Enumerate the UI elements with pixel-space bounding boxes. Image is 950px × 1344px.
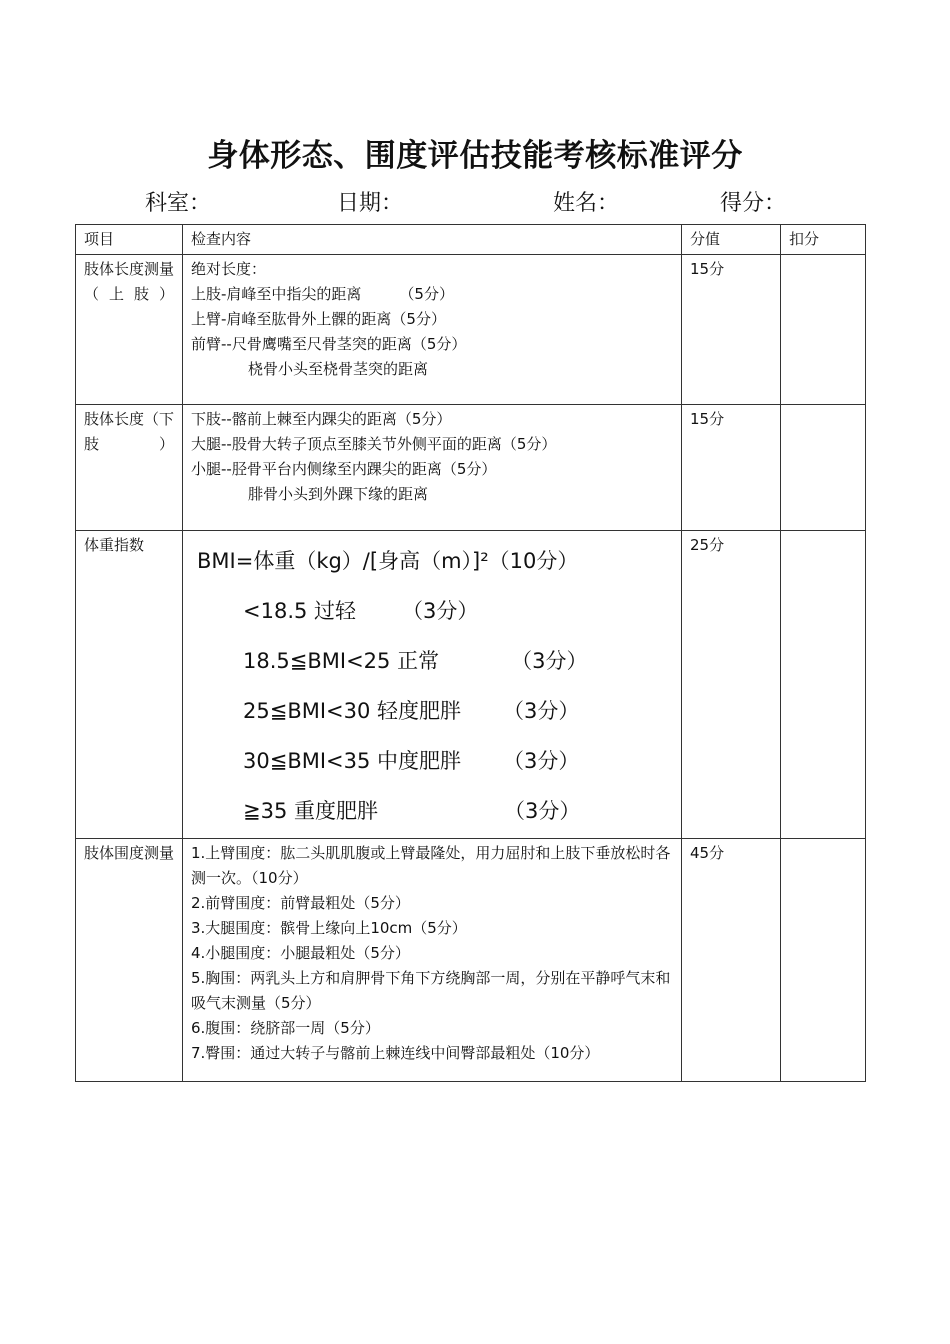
bmi-range-label: <18.5 过轻 (243, 599, 357, 623)
content-line (191, 282, 673, 307)
bmi-range-points: （3分） (504, 799, 581, 823)
row-content-lower-limb-length (183, 405, 682, 531)
row-content-upper-limb-length (183, 255, 682, 405)
row-content-bmi (183, 531, 682, 839)
header-item: 项目 (76, 225, 183, 255)
content-line: 2.前臂围度：前臂最粗处（5分） (191, 894, 410, 912)
bmi-range-label: 18.5≦BMI<25 正常 (243, 649, 440, 673)
content-line: 7.臀围：通过大转子与髂前上棘连线中间臀部最粗处（10分） (191, 1044, 600, 1062)
table-row (76, 531, 866, 839)
row-points: 15分 (682, 405, 781, 531)
bmi-range-points: （3分） (503, 699, 580, 723)
content-line: 上臂-肩峰至肱骨外上髁的距离（5分） (191, 310, 446, 328)
content-line: 6.腹围：绕脐部一周（5分） (191, 1019, 380, 1037)
content-line: 桡骨小头至桡骨茎突的距离 (248, 360, 429, 378)
content-line: 1.上臂围度：肱二头肌肌腹或上臂最隆处，用力屈肘和上肢下垂放松时各测一次。（10分） (191, 844, 671, 887)
bmi-range-label: ≧35 重度肥胖 (243, 799, 378, 823)
bmi-range-label: 25≦BMI<30 轻度肥胖 (243, 699, 462, 723)
row-item-bmi: 体重指数 (76, 531, 183, 839)
score-label: 得分： (720, 191, 787, 216)
row-points: 45分 (682, 839, 781, 1082)
content-line: 绝对长度： (191, 260, 267, 278)
document-title: 身体形态、围度评估技能考核标准评分 (207, 138, 743, 174)
content-line: 大腿--股骨大转子顶点至膝关节外侧平面的距离（5分） (191, 435, 557, 453)
bmi-range (191, 736, 673, 786)
row-deduction[interactable] (781, 405, 866, 531)
content-line: 3.大腿围度：髌骨上缘向上10cm（5分） (191, 919, 467, 937)
row-item-lower-limb-length: 肢体长度（下肢） (76, 405, 183, 531)
row-content-limb-circumference (183, 839, 682, 1082)
content-text: 上肢-肩峰至中指尖的距离 (191, 285, 362, 303)
bmi-range (191, 686, 673, 736)
row-deduction[interactable] (781, 255, 866, 405)
row-item-upper-limb-length: 肢体长度测量（上肢） (76, 255, 183, 405)
row-deduction[interactable] (781, 531, 866, 839)
header-points: 分值 (682, 225, 781, 255)
bmi-range-points: （3分） (511, 649, 588, 673)
date-label: 日期： (337, 191, 404, 216)
name-label: 姓名： (553, 191, 620, 216)
bmi-range (191, 786, 673, 836)
table-row (76, 839, 866, 1082)
row-points: 15分 (682, 255, 781, 405)
table-header-row (76, 225, 866, 255)
scoring-table (75, 224, 866, 1082)
content-line: 5.胸围：两乳头上方和肩胛骨下角下方绕胸部一周，分别在平静呼气末和吸气末测量（5分） (191, 969, 671, 1012)
table-row (76, 405, 866, 531)
row-points: 25分 (682, 531, 781, 839)
content-line: 下肢--髂前上棘至内踝尖的距离（5分） (191, 410, 452, 428)
row-item-limb-circumference: 肢体围度测量 (76, 839, 183, 1082)
bmi-range (191, 636, 673, 686)
content-line: 小腿--胫骨平台内侧缘至内踝尖的距离（5分） (191, 460, 497, 478)
table-row (76, 255, 866, 405)
bmi-range-points: （3分） (402, 599, 479, 623)
content-line: 腓骨小头到外踝下缘的距离 (248, 485, 429, 503)
bmi-range (191, 586, 673, 636)
content-line: 前臂--尺骨鹰嘴至尺骨茎突的距离（5分） (191, 335, 467, 353)
header-content: 检查内容 (183, 225, 682, 255)
bmi-range-label: 30≦BMI<35 中度肥胖 (243, 749, 462, 773)
row-deduction[interactable] (781, 839, 866, 1082)
content-line: 4.小腿围度：小腿最粗处（5分） (191, 944, 410, 962)
department-label: 科室： (145, 191, 212, 216)
bmi-formula: BMI=体重（kg）/[身高（m）]²（10分） (197, 549, 579, 573)
header-deduction: 扣分 (781, 225, 866, 255)
content-points: （5分） (399, 285, 454, 303)
bmi-range-points: （3分） (503, 749, 580, 773)
